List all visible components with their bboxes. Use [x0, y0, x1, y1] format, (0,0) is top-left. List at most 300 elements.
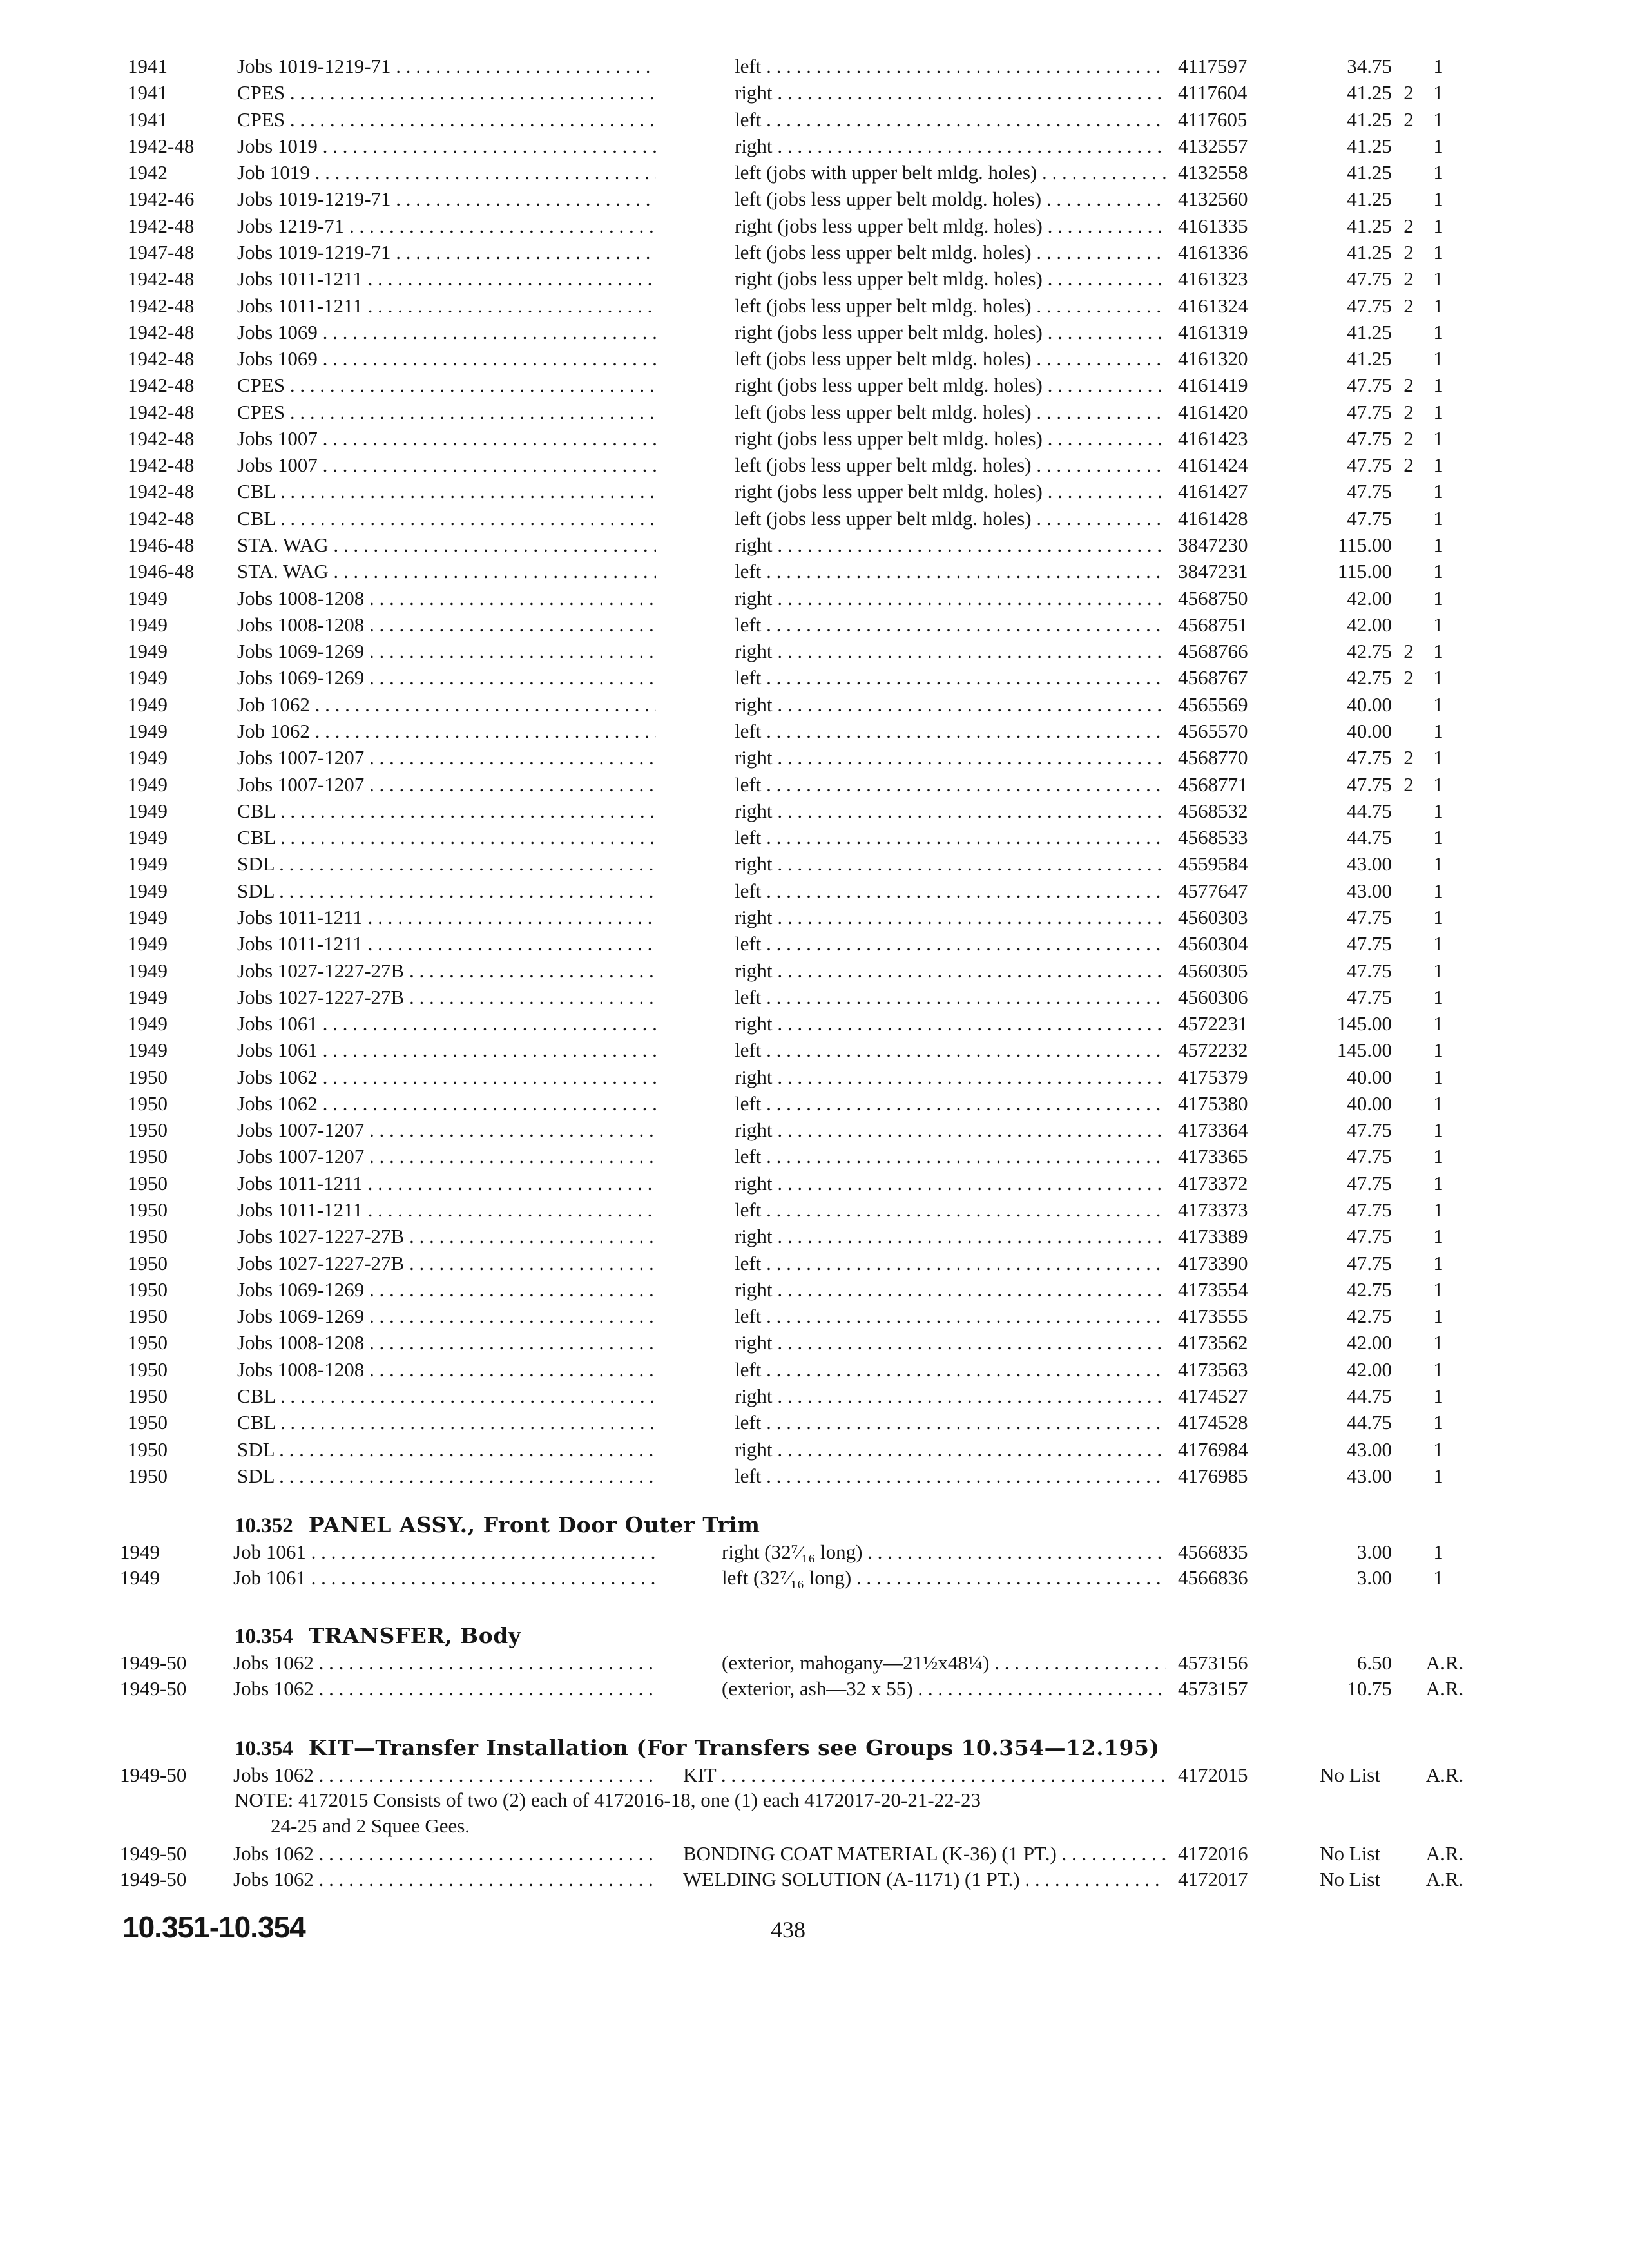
year-cell: 1941: [128, 55, 168, 77]
quantity-cell: A.R.: [1425, 1842, 1464, 1865]
description-cell-text: BONDING COAT MATERIAL (K-36) (1 PT.) . . .: [683, 1840, 1166, 1867]
year-cell: 1949: [128, 586, 168, 610]
description-cell: [735, 930, 1166, 957]
model-cell: [237, 425, 656, 452]
section-heading-kit: [235, 1735, 1160, 1762]
model-cell: [237, 478, 656, 505]
model-cell: [233, 1840, 659, 1867]
year-cell: 1949: [128, 905, 168, 928]
description-cell: [735, 319, 1166, 346]
table-row: [0, 345, 1629, 372]
description-cell-text: left (jobs less upper belt mldg. holes) . . .: [735, 452, 1166, 479]
model-cell: [237, 1064, 656, 1091]
price-cell: 47.75: [1347, 959, 1392, 982]
description-cell-text: right . . .: [735, 1064, 1166, 1091]
note-ref-cell: [1397, 1223, 1420, 1250]
part-number-cell: 4565569: [1178, 693, 1248, 716]
year-cell: 1942-48: [128, 427, 195, 450]
model-cell: [237, 1383, 656, 1410]
price-cell: 47.75: [1347, 1145, 1392, 1168]
table-row: [0, 1675, 1629, 1702]
description-cell: [735, 1383, 1166, 1410]
note-ref-cell: [1397, 478, 1420, 505]
note-ref-cell: 2: [1403, 240, 1414, 264]
part-number-cell: 4161323: [1178, 267, 1248, 291]
note-ref-cell: [1397, 1010, 1420, 1037]
part-number-cell: 4573157: [1178, 1677, 1248, 1700]
note-ref-cell: [1397, 904, 1420, 931]
model-cell-text: Jobs 1069 . . .: [237, 345, 656, 372]
note-ref-cell: [1397, 984, 1420, 1011]
description-cell: [735, 213, 1166, 240]
model-cell-text: Jobs 1011-1211 . . .: [237, 1196, 656, 1224]
model-cell-text: Jobs 1069-1269 . . .: [237, 638, 656, 665]
part-number-cell: 4173373: [1178, 1198, 1248, 1222]
quantity-cell: 1: [1433, 347, 1443, 370]
year-cell: 1949: [128, 932, 168, 956]
table-row: [0, 718, 1629, 745]
description-cell-text: WELDING SOLUTION (A-1171) (1 PT.) . . .: [683, 1866, 1166, 1893]
quantity-cell: 1: [1433, 214, 1443, 237]
section-heading-transfer: [235, 1622, 521, 1650]
table-row: [0, 1329, 1629, 1356]
table-row: [0, 904, 1629, 931]
table-row: [0, 558, 1629, 585]
price-cell: 41.25: [1347, 108, 1392, 131]
description-cell-text: right . . .: [735, 904, 1166, 931]
note-ref-cell: [1397, 691, 1420, 718]
note-ref-cell: [1397, 1303, 1420, 1330]
year-cell: 1942-48: [128, 134, 195, 157]
model-cell-text: Jobs 1062 . . .: [233, 1762, 659, 1789]
table-row: [0, 1223, 1629, 1250]
quantity-cell: 1: [1433, 480, 1443, 503]
note-ref-cell: [1397, 824, 1420, 851]
table-row: [0, 585, 1629, 612]
note-ref-cell: [1397, 1117, 1420, 1144]
description-cell-text: right . . .: [735, 1010, 1166, 1037]
part-number-cell: 4568533: [1178, 826, 1248, 849]
quantity-cell: 1: [1433, 932, 1443, 956]
price-cell: 42.00: [1347, 1331, 1392, 1354]
part-number-cell: 4566836: [1178, 1566, 1248, 1589]
quantity-cell: 1: [1433, 879, 1443, 902]
section-number: 10.352: [235, 1514, 293, 1537]
note-ref-cell: [1397, 505, 1420, 532]
note-ref-cell: [1397, 319, 1420, 346]
part-number-cell: 4560304: [1178, 932, 1248, 956]
year-cell: 1942-48: [128, 400, 195, 423]
model-cell-text: Job 1061 . . .: [233, 1564, 659, 1591]
quantity-cell: 1: [1433, 1091, 1443, 1115]
quantity-cell: 1: [1433, 1385, 1443, 1407]
model-cell-text: Jobs 1062 . . .: [233, 1866, 659, 1893]
model-cell-text: CBL . . .: [237, 1409, 656, 1436]
price-cell: 42.00: [1347, 1358, 1392, 1381]
description-cell: [735, 850, 1166, 878]
table-row: [0, 1090, 1629, 1117]
part-number-cell: 4161319: [1178, 320, 1248, 343]
part-number-cell: 4132557: [1178, 134, 1248, 157]
price-cell: 40.00: [1347, 1091, 1392, 1115]
price-cell: 42.00: [1347, 613, 1392, 636]
description-cell: [735, 585, 1166, 612]
quantity-cell: 1: [1433, 640, 1443, 663]
table-row: [0, 159, 1629, 186]
model-cell: [237, 372, 656, 399]
model-cell-text: Jobs 1019-1219-71 . . .: [237, 239, 656, 266]
model-cell: [237, 1276, 656, 1303]
table-row: [0, 1170, 1629, 1197]
table-row: [0, 532, 1629, 559]
year-cell: 1942-48: [128, 374, 195, 397]
description-cell: [735, 1276, 1166, 1303]
price-cell: 47.75: [1347, 1251, 1392, 1274]
year-cell: 1942-48: [128, 294, 195, 317]
price-cell: 47.75: [1347, 1225, 1392, 1248]
description-cell-text: left (jobs less upper belt mldg. holes) . . .: [735, 399, 1166, 426]
price-cell: 47.75: [1347, 1119, 1392, 1142]
model-cell: [237, 133, 656, 160]
model-cell-text: Jobs 1062 . . .: [233, 1840, 659, 1867]
note-ref-cell: [1397, 1436, 1420, 1463]
description-cell: [735, 1010, 1166, 1037]
year-cell: 1949: [128, 959, 168, 982]
model-cell: [233, 1762, 659, 1789]
table-row: [0, 265, 1629, 293]
part-number-cell: 4161335: [1178, 214, 1248, 237]
year-cell: 1949: [128, 799, 168, 822]
description-cell-text: left (jobs less upper belt mldg. holes) . . .: [735, 239, 1166, 266]
model-cell-text: SDL . . .: [237, 1436, 656, 1463]
description-cell-text: right . . .: [735, 1383, 1166, 1410]
year-cell: 1950: [128, 1198, 168, 1222]
description-cell: [735, 1463, 1166, 1490]
model-cell-text: CBL . . .: [237, 505, 656, 532]
quantity-cell: 1: [1433, 1411, 1443, 1434]
model-cell-text: Jobs 1027-1227-27B . . .: [237, 984, 656, 1011]
part-number-cell: 3847230: [1178, 533, 1248, 557]
model-cell-text: Jobs 1062 . . .: [237, 1064, 656, 1091]
table-row: [0, 1564, 1629, 1591]
quantity-cell: 1: [1433, 506, 1443, 530]
description-cell: [735, 1090, 1166, 1117]
description-cell-text: left . . .: [735, 611, 1166, 639]
price-cell: 47.75: [1347, 773, 1392, 796]
table-row: [0, 771, 1629, 798]
quantity-cell: 1: [1433, 108, 1443, 131]
table-row: [0, 1117, 1629, 1144]
section-title: PANEL ASSY., Front Door Outer Trim: [308, 1512, 760, 1537]
part-number-cell: 4573156: [1178, 1651, 1248, 1674]
part-number-cell: 4176984: [1178, 1437, 1248, 1461]
quantity-cell: A.R.: [1425, 1763, 1464, 1786]
quantity-cell: 1: [1433, 1039, 1443, 1062]
price-cell: 47.75: [1347, 1171, 1392, 1195]
description-cell: [735, 744, 1166, 771]
part-number-cell: 4117605: [1178, 108, 1248, 131]
part-number-cell: 4566835: [1178, 1541, 1248, 1563]
model-cell-text: Jobs 1062 . . .: [233, 1649, 659, 1677]
price-cell: 6.50: [1356, 1651, 1392, 1674]
description-cell-text: right . . .: [735, 1436, 1166, 1463]
model-cell-text: Jobs 1011-1211 . . .: [237, 930, 656, 957]
model-cell-text: Jobs 1008-1208 . . .: [237, 611, 656, 639]
part-number-cell: 4559584: [1178, 852, 1248, 876]
part-number-cell: 4572231: [1178, 1012, 1248, 1035]
model-cell-text: Job 1062 . . .: [237, 691, 656, 718]
year-cell: 1950: [128, 1358, 168, 1381]
table-row: [0, 1143, 1629, 1170]
price-cell: 44.75: [1347, 1385, 1392, 1407]
part-number-cell: 4572232: [1178, 1039, 1248, 1062]
note-ref-cell: [1397, 558, 1420, 585]
price-cell: 47.75: [1347, 374, 1392, 397]
model-cell: [237, 798, 656, 825]
quantity-cell: 1: [1433, 905, 1443, 928]
note-ref-cell: [1397, 798, 1420, 825]
year-cell: 1949-50: [120, 1677, 187, 1700]
quantity-cell: 1: [1433, 1198, 1443, 1222]
description-cell-text: left . . .: [735, 1409, 1166, 1436]
part-number-cell: 4568770: [1178, 746, 1248, 769]
description-cell-text: right . . .: [735, 638, 1166, 665]
description-cell-text: left (jobs less upper belt moldg. holes) . . .: [735, 186, 1166, 213]
note-ref-cell: [1397, 930, 1420, 957]
model-cell: [237, 904, 656, 931]
price-cell: 41.25: [1347, 214, 1392, 237]
part-number-cell: 4117597: [1178, 55, 1248, 77]
note-ref-cell: 2: [1403, 81, 1414, 104]
year-cell: 1950: [128, 1065, 168, 1088]
model-cell-text: Jobs 1061 . . .: [237, 1037, 656, 1064]
model-cell: [237, 1463, 656, 1490]
quantity-cell: A.R.: [1425, 1651, 1464, 1674]
year-cell: 1949: [128, 720, 168, 742]
model-cell: [237, 718, 656, 745]
note-ref-cell: [1397, 532, 1420, 559]
model-cell: [237, 239, 656, 266]
description-cell: [735, 452, 1166, 479]
description-cell: [735, 239, 1166, 266]
part-number-cell: 4174527: [1178, 1385, 1248, 1407]
description-cell-text: right . . .: [735, 744, 1166, 771]
description-cell: [722, 1564, 1166, 1591]
price-cell: 145.00: [1336, 1012, 1392, 1035]
price-cell: 41.25: [1347, 240, 1392, 264]
quantity-cell: 1: [1433, 1145, 1443, 1168]
model-cell: [237, 265, 656, 293]
model-cell-text: CBL . . .: [237, 1383, 656, 1410]
year-cell: 1949: [128, 693, 168, 716]
note-ref-cell: [1397, 1250, 1420, 1277]
year-cell: 1949: [128, 1012, 168, 1035]
model-cell: [237, 1010, 656, 1037]
description-cell: [735, 1329, 1166, 1356]
description-cell-text: right . . .: [735, 798, 1166, 825]
model-cell: [237, 1090, 656, 1117]
quantity-cell: 1: [1433, 1437, 1443, 1461]
model-cell-text: Jobs 1069-1269 . . .: [237, 664, 656, 691]
table-row: [0, 106, 1629, 133]
part-number-cell: 4577647: [1178, 879, 1248, 902]
note-ref-cell: [1397, 133, 1420, 160]
model-cell: [237, 1196, 656, 1224]
quantity-cell: 1: [1433, 1065, 1443, 1088]
note-ref-cell: [1397, 1463, 1420, 1490]
description-cell-text: (exterior, mahogany—21½x48¼) . . .: [722, 1649, 1166, 1677]
table-row: [0, 1840, 1629, 1867]
price-cell: 41.25: [1347, 347, 1392, 370]
note-ref-cell: [1397, 1064, 1420, 1091]
quantity-cell: 1: [1433, 560, 1443, 583]
note-ref-cell: 2: [1403, 427, 1414, 450]
model-cell-text: Jobs 1069 . . .: [237, 319, 656, 346]
part-number-cell: 4175380: [1178, 1091, 1248, 1115]
table-row: [0, 1250, 1629, 1277]
model-cell-text: Jobs 1062 . . .: [233, 1675, 659, 1702]
kit-note-line-2: 24-25 and 2 Squee Gees.: [271, 1814, 470, 1837]
price-cell: 42.75: [1347, 1278, 1392, 1301]
note-ref-cell: [1397, 345, 1420, 372]
section-number: 10.354: [235, 1625, 293, 1648]
year-cell: 1950: [128, 1251, 168, 1274]
year-cell: 1942-48: [128, 480, 195, 503]
quantity-cell: 1: [1433, 1225, 1443, 1248]
part-number-cell: 4172016: [1178, 1842, 1248, 1865]
part-number-cell: 4161419: [1178, 374, 1248, 397]
model-cell-text: CBL . . .: [237, 824, 656, 851]
year-cell: 1942: [128, 161, 168, 184]
price-cell: 47.75: [1347, 1198, 1392, 1222]
quantity-cell: 1: [1433, 826, 1443, 849]
year-cell: 1942-48: [128, 454, 195, 477]
description-cell: [735, 478, 1166, 505]
description-cell: [722, 1539, 1166, 1566]
model-cell-text: Job 1019 . . .: [237, 159, 656, 186]
description-cell: [735, 1356, 1166, 1383]
year-cell: 1949-50: [120, 1868, 187, 1890]
description-cell: [735, 1409, 1166, 1436]
price-cell: 43.00: [1347, 1437, 1392, 1461]
description-cell: [735, 372, 1166, 399]
table-row: [0, 984, 1629, 1011]
description-cell-text: left . . .: [735, 878, 1166, 905]
quantity-cell: 1: [1433, 1464, 1443, 1487]
model-cell-text: Job 1062 . . .: [237, 718, 656, 745]
model-cell: [237, 984, 656, 1011]
section-heading-panel-assy: [235, 1512, 760, 1539]
description-cell: [735, 984, 1166, 1011]
description-cell-text: left . . .: [735, 930, 1166, 957]
description-cell-text: right . . .: [735, 133, 1166, 160]
quantity-cell: 1: [1433, 161, 1443, 184]
price-cell: 47.75: [1347, 905, 1392, 928]
quantity-cell: 1: [1433, 746, 1443, 769]
model-cell-text: Jobs 1007-1207 . . .: [237, 1117, 656, 1144]
price-cell: 115.00: [1337, 533, 1392, 557]
year-cell: 1950: [128, 1437, 168, 1461]
quantity-cell: 1: [1433, 1331, 1443, 1354]
part-number-cell: 4161336: [1178, 240, 1248, 264]
description-cell-text: left . . .: [735, 106, 1166, 133]
table-row: [0, 638, 1629, 665]
model-cell: [237, 585, 656, 612]
price-cell: 47.75: [1347, 454, 1392, 477]
description-cell: [735, 265, 1166, 293]
note-ref-cell: 2: [1403, 267, 1414, 291]
quantity-cell: 1: [1433, 187, 1443, 211]
model-cell-text: SDL . . .: [237, 850, 656, 878]
model-cell-text: SDL . . .: [237, 878, 656, 905]
description-cell-text: right (jobs less upper belt mldg. holes) . . .: [735, 478, 1166, 505]
description-cell: [735, 664, 1166, 691]
model-cell: [237, 1329, 656, 1356]
table-row: [0, 293, 1629, 320]
table-row: [0, 1037, 1629, 1064]
model-cell: [237, 930, 656, 957]
part-number-cell: 4173365: [1178, 1145, 1248, 1168]
year-cell: 1950: [128, 1225, 168, 1248]
note-ref-cell: [1397, 1090, 1420, 1117]
quantity-cell: 1: [1433, 1012, 1443, 1035]
description-cell: [735, 79, 1166, 106]
price-cell: 3.00: [1356, 1541, 1392, 1563]
model-cell-text: Jobs 1007-1207 . . .: [237, 771, 656, 798]
model-cell-text: CBL . . .: [237, 478, 656, 505]
note-ref-cell: 2: [1403, 666, 1414, 689]
part-number-cell: 4132560: [1178, 187, 1248, 211]
table-row: [0, 930, 1629, 957]
description-cell-text: right . . .: [735, 1117, 1166, 1144]
description-cell-text: right . . .: [735, 957, 1166, 985]
description-cell: [735, 1223, 1166, 1250]
quantity-cell: 1: [1433, 959, 1443, 982]
description-cell: [735, 1436, 1166, 1463]
year-cell: 1949: [120, 1541, 160, 1563]
part-number-cell: 4173389: [1178, 1225, 1248, 1248]
description-cell: [683, 1762, 1166, 1789]
year-cell: 1950: [128, 1385, 168, 1407]
model-cell-text: Jobs 1011-1211 . . .: [237, 1170, 656, 1197]
model-cell: [237, 771, 656, 798]
model-cell: [237, 106, 656, 133]
quantity-cell: 1: [1433, 294, 1443, 317]
model-cell: [237, 319, 656, 346]
description-cell-text: right . . .: [735, 1223, 1166, 1250]
part-number-cell: 4161427: [1178, 480, 1248, 503]
description-cell: [735, 1250, 1166, 1277]
description-cell: [735, 638, 1166, 665]
price-cell: 42.75: [1347, 640, 1392, 663]
description-cell-text: left . . .: [735, 1090, 1166, 1117]
part-number-cell: 4117604: [1178, 81, 1248, 104]
price-cell: 115.00: [1337, 560, 1392, 583]
model-cell: [233, 1564, 659, 1591]
note-ref-cell: 2: [1403, 746, 1414, 769]
note-ref-cell: 2: [1403, 400, 1414, 423]
quantity-cell: 1: [1433, 852, 1443, 876]
description-cell-text: left . . .: [735, 558, 1166, 585]
quantity-cell: 1: [1433, 55, 1443, 77]
part-number-cell: 4173554: [1178, 1278, 1248, 1301]
model-cell: [233, 1675, 659, 1702]
year-cell: 1942-48: [128, 347, 195, 370]
description-cell: [735, 904, 1166, 931]
model-cell: [237, 1436, 656, 1463]
model-cell-text: Jobs 1061 . . .: [237, 1010, 656, 1037]
description-cell-text: left . . .: [735, 984, 1166, 1011]
